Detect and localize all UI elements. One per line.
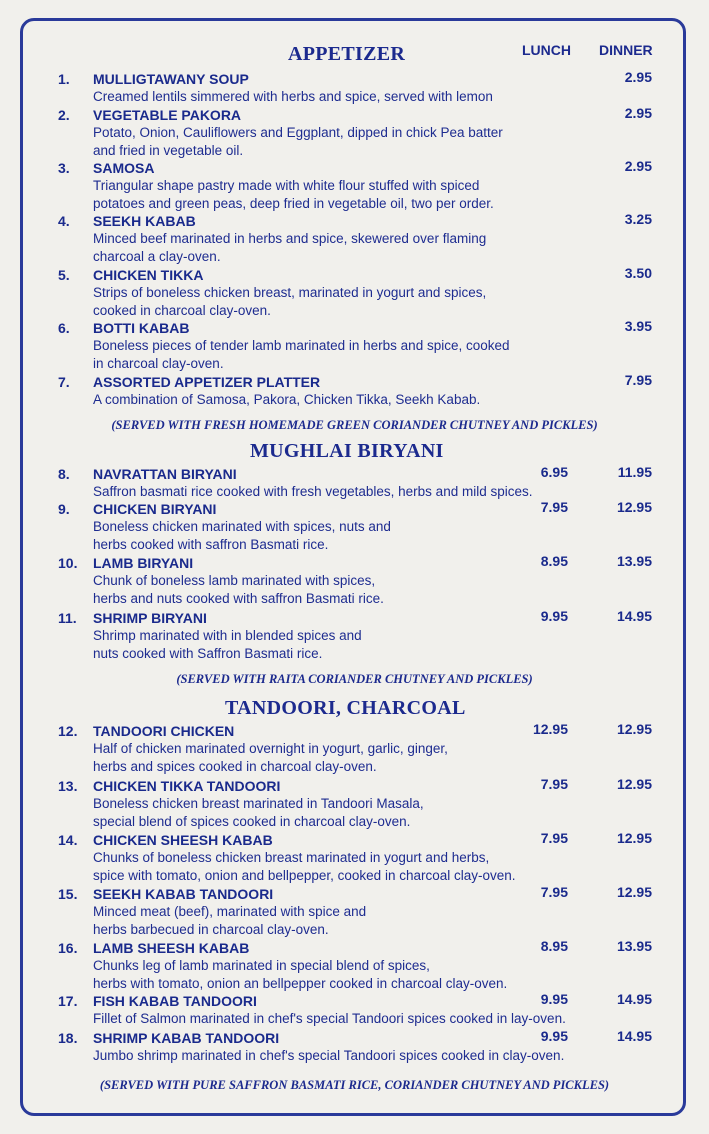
item-number: 1. [58, 71, 70, 87]
item-description: Boneless pieces of tender lamb marinated in herbs and spice, cooked [93, 338, 510, 353]
item-description: herbs and spices cooked in charcoal clay-oven. [93, 758, 377, 774]
item-description: Half of chicken marinated overnight in yogurt, garlic, ginger, [93, 741, 448, 756]
dinner-price: 2.95 [624, 158, 652, 174]
item-name: CHICKEN TIKKA TANDOORI [93, 778, 281, 794]
item-description: Fillet of Salmon marinated in chef's special Tandoori spices cooked in lay-oven. [93, 1011, 566, 1026]
dinner-price: 2.95 [624, 105, 652, 121]
item-name: ASSORTED APPETIZER PLATTER [93, 374, 321, 390]
dinner-column-header: DINNER [599, 42, 653, 58]
item-name: BOTTI KABAB [93, 320, 190, 336]
section-title-tandoori: TANDOORI, CHARCOAL [225, 697, 466, 719]
item-description: Boneless chicken breast marinated in Tandoori Masala, [93, 796, 424, 811]
dinner-price: 14.95 [616, 1028, 652, 1044]
item-description: A combination of Samosa, Pakora, Chicken Tikka, Seekh Kabab. [93, 392, 481, 407]
dinner-price: 12.95 [616, 830, 652, 846]
lunch-price: 8.95 [540, 553, 568, 569]
item-description: Creamed lentils simmered with herbs and spice, served with lemon [93, 89, 493, 104]
item-number: 8. [58, 466, 70, 482]
item-description: spice with tomato, onion and bellpepper, cooked in charcoal clay-oven. [93, 867, 516, 883]
dinner-price: 12.95 [616, 721, 652, 737]
lunch-price: 7.95 [540, 499, 568, 515]
item-number: 15. [58, 886, 78, 902]
dinner-price: 14.95 [616, 991, 652, 1007]
item-description: Minced meat (beef), marinated with spice and [93, 904, 367, 919]
dinner-price: 2.95 [624, 69, 652, 85]
item-description: cooked in charcoal clay-oven. [93, 302, 271, 318]
item-number: 17. [58, 993, 78, 1009]
item-number: 12. [58, 723, 78, 739]
item-number: 7. [58, 374, 70, 390]
item-description: Chunks leg of lamb marinated in special blend of spices, [93, 958, 430, 973]
item-description: Jumbo shrimp marinated in chef's special Tandoori spices cooked in clay-oven. [93, 1048, 565, 1063]
item-description: nuts cooked with Saffron Basmati rice. [93, 645, 323, 661]
lunch-price: 9.95 [540, 608, 568, 624]
item-name: SHRIMP KABAB TANDOORI [93, 1030, 280, 1046]
item-description: special blend of spices cooked in charcoal clay-oven. [93, 813, 411, 829]
item-description: Triangular shape pastry made with white flour stuffed with spiced [93, 178, 480, 193]
dinner-price: 7.95 [624, 372, 652, 388]
item-number: 10. [58, 555, 78, 571]
lunch-price: 9.95 [540, 1028, 568, 1044]
item-name: SEEKH KABAB [93, 213, 196, 229]
dinner-price: 12.95 [616, 776, 652, 792]
item-name: CHICKEN BIRYANI [93, 501, 217, 517]
item-name: CHICKEN SHEESH KABAB [93, 832, 273, 848]
item-number: 6. [58, 320, 70, 336]
item-description: Boneless chicken marinated with spices, nuts and [93, 519, 391, 534]
item-description: herbs and nuts cooked with saffron Basmati rice. [93, 590, 384, 606]
section-title-biryani: MUGHLAI BIRYANI [250, 440, 444, 462]
item-name: SHRIMP BIRYANI [93, 610, 207, 626]
item-description: herbs cooked with saffron Basmati rice. [93, 536, 329, 552]
lunch-price: 6.95 [540, 464, 568, 480]
item-description: potatoes and green peas, deep fried in vegetable oil, two per order. [93, 195, 494, 211]
item-description: Minced beef marinated in herbs and spice, skewered over flaming [93, 231, 487, 246]
item-description: Saffron basmati rice cooked with fresh vegetables, herbs and mild spices. [93, 484, 533, 499]
item-name: NAVRATTAN BIRYANI [93, 466, 237, 482]
biryani-serving-note: (SERVED WITH RAITA CORIANDER CHUTNEY AND PICKLES) [176, 672, 533, 686]
item-name: VEGETABLE PAKORA [93, 107, 242, 123]
dinner-price: 13.95 [616, 938, 652, 954]
item-name: FISH KABAB TANDOORI [93, 993, 257, 1009]
item-description: herbs barbecued in charcoal clay-oven. [93, 921, 329, 937]
item-number: 3. [58, 160, 70, 176]
item-number: 2. [58, 107, 70, 123]
item-description: charcoal a clay-oven. [93, 248, 221, 264]
lunch-price: 7.95 [540, 884, 568, 900]
item-name: CHICKEN TIKKA [93, 267, 204, 283]
dinner-price: 12.95 [616, 884, 652, 900]
item-name: MULLIGTAWANY SOUP [93, 71, 249, 87]
dinner-price: 14.95 [616, 608, 652, 624]
item-number: 14. [58, 832, 78, 848]
lunch-column-header: LUNCH [522, 42, 571, 58]
item-number: 9. [58, 501, 70, 517]
lunch-price: 7.95 [540, 830, 568, 846]
item-number: 18. [58, 1030, 78, 1046]
tandoori-serving-note: (SERVED WITH PURE SAFFRON BASMATI RICE, CORIANDER CHUTNEY AND PICKLES) [99, 1078, 610, 1092]
dinner-price: 3.95 [624, 318, 652, 334]
dinner-price: 3.25 [624, 211, 652, 227]
item-number: 5. [58, 267, 70, 283]
lunch-price: 12.95 [532, 721, 568, 737]
dinner-price: 12.95 [616, 499, 652, 515]
dinner-price: 11.95 [617, 464, 652, 480]
item-description: Potato, Onion, Cauliflowers and Eggplant, dipped in chick Pea batter [93, 125, 503, 140]
lunch-price: 9.95 [540, 991, 568, 1007]
item-name: SEEKH KABAB TANDOORI [93, 886, 274, 902]
item-description: Strips of boneless chicken breast, marinated in yogurt and spices, [93, 285, 487, 300]
item-number: 16. [58, 940, 78, 956]
item-description: in charcoal clay-oven. [93, 355, 224, 371]
section-title-appetizer: APPETIZER [288, 43, 406, 65]
lunch-price: 8.95 [540, 938, 568, 954]
appetizer-serving-note: (SERVED WITH FRESH HOMEMADE GREEN CORIANDER CHUTNEY AND PICKLES) [111, 418, 598, 432]
item-number: 13. [58, 778, 78, 794]
dinner-price: 13.95 [616, 553, 652, 569]
item-description: Chunk of boneless lamb marinated with spices, [93, 573, 376, 588]
item-number: 4. [58, 213, 70, 229]
item-name: LAMB SHEESH KABAB [93, 940, 250, 956]
item-name: LAMB BIRYANI [93, 555, 194, 571]
item-name: TANDOORI CHICKEN [93, 723, 235, 739]
item-description: and fried in vegetable oil. [93, 142, 244, 158]
item-description: herbs with tomato, onion an bellpepper cooked in charcoal clay-oven. [93, 975, 508, 991]
item-description: Shrimp marinated with in blended spices and [93, 628, 362, 643]
item-number: 11. [58, 610, 77, 626]
item-name: SAMOSA [93, 160, 155, 176]
item-description: Chunks of boneless chicken breast marinated in yogurt and herbs, [93, 850, 490, 865]
lunch-price: 7.95 [540, 776, 568, 792]
dinner-price: 3.50 [624, 265, 652, 281]
